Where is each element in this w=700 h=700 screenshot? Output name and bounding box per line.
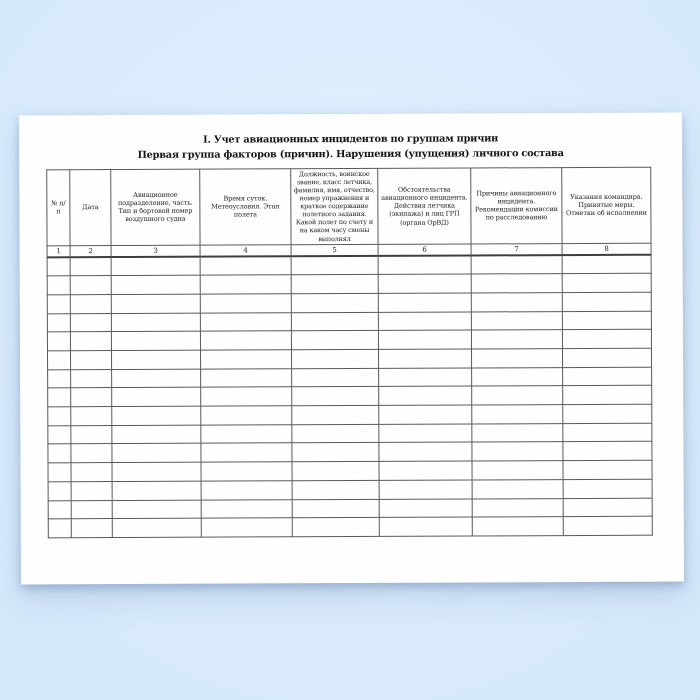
- table-cell: [471, 274, 562, 293]
- table-cell: [71, 425, 112, 444]
- table-cell: [112, 518, 201, 537]
- table-cell: [71, 407, 112, 426]
- table-cell: [70, 276, 111, 295]
- table-cell: [47, 276, 70, 295]
- table-cell: [472, 461, 563, 480]
- table-cell: [291, 275, 378, 294]
- table-cell: [472, 479, 563, 498]
- table-cell: [200, 331, 291, 350]
- table-cell: [111, 331, 200, 350]
- table-cell: [201, 499, 292, 518]
- table-cell: [472, 367, 563, 386]
- table-cell: [112, 481, 201, 500]
- table-cell: [472, 386, 563, 405]
- table-cell: [70, 294, 111, 313]
- table-cell: [562, 311, 651, 330]
- table-cell: [70, 257, 111, 276]
- document-title: [19, 132, 682, 164]
- table-cell: [71, 388, 112, 407]
- table-cell: [71, 351, 112, 370]
- table-cell: [291, 293, 378, 312]
- table-cell: [70, 332, 111, 351]
- table-cell: [48, 407, 71, 426]
- table-cell: [379, 386, 472, 405]
- table-cell: [378, 312, 471, 331]
- table-cell: [472, 405, 563, 424]
- colnum-4: 4: [200, 244, 291, 256]
- col-header-causes-recommendations: Причины авиационного инцидента. Рекомендации комиссии по расследованию: [471, 168, 562, 244]
- table-cell: [563, 367, 652, 386]
- table-cell: [48, 519, 71, 538]
- table-cell: [378, 330, 471, 349]
- table-cell: [291, 256, 378, 275]
- table-cell: [111, 257, 200, 276]
- table-cell: [292, 480, 379, 499]
- table-cell: [200, 256, 291, 275]
- table-cell: [472, 498, 563, 517]
- table-cell: [292, 405, 379, 424]
- table-cell: [112, 388, 201, 407]
- table-cell: [111, 313, 200, 332]
- col-header-commander-orders: Указания командира. Принятые меры. Отметки об исполнении: [562, 167, 651, 243]
- colnum-8: 8: [562, 243, 651, 255]
- table-cell: [472, 349, 563, 368]
- col-header-date: Дата: [70, 170, 111, 246]
- table-cell: [201, 406, 292, 425]
- table-cell: [563, 516, 652, 535]
- table-cell: [201, 368, 292, 387]
- table-cell: [563, 404, 652, 423]
- table-header-row: [47, 167, 651, 245]
- table-cell: [379, 517, 472, 536]
- table-cell: [292, 349, 379, 368]
- table-cell: [472, 423, 563, 442]
- table-cell: [201, 518, 292, 537]
- table-cell: [47, 257, 70, 276]
- table-cell: [292, 499, 379, 518]
- table-cell: [379, 368, 472, 387]
- table-cell: [112, 406, 201, 425]
- table-cell: [562, 273, 651, 292]
- col-header-rownum: № п/п: [47, 170, 70, 246]
- table-cell: [48, 500, 71, 519]
- table-cell: [47, 313, 70, 332]
- col-header-circumstances: Обстоятельства авиационного инцидента. Действия летчика (экипажа) и лиц ГРП (органа ОрВД): [378, 168, 471, 244]
- table-cell: [48, 444, 71, 463]
- table-cell: [71, 519, 112, 538]
- incidents-table: [46, 167, 653, 539]
- table-cell: [292, 462, 379, 481]
- table-cell: [472, 517, 563, 536]
- table-cell: [201, 350, 292, 369]
- table-cell: [112, 350, 201, 369]
- table-cell: [112, 500, 201, 519]
- table-cell: [48, 351, 71, 370]
- table-cell: [201, 425, 292, 444]
- table-cell: [292, 443, 379, 462]
- table-cell: [292, 387, 379, 406]
- table-cell: [70, 313, 111, 332]
- table-cell: [562, 292, 651, 311]
- table-cell: [48, 388, 71, 407]
- document-title-line2: Первая группа факторов (причин). Нарушения (упущения) личного состава: [137, 147, 564, 161]
- table-cell: [200, 312, 291, 331]
- table-cell: [48, 425, 71, 444]
- table-cell: [563, 386, 652, 405]
- table-cell: [112, 462, 201, 481]
- colnum-1: 1: [47, 245, 70, 257]
- colnum-2: 2: [70, 245, 111, 257]
- col-header-time-weather-phase: Время суток. Метеоусловия. Этап полета: [200, 169, 291, 245]
- table-cell: [111, 275, 200, 294]
- table-row: [48, 516, 652, 537]
- table-cell: [201, 387, 292, 406]
- table-cell: [562, 255, 651, 274]
- table-cell: [71, 369, 112, 388]
- table-cell: [378, 256, 471, 275]
- table-cell: [201, 481, 292, 500]
- colnum-5: 5: [291, 244, 378, 256]
- table-cell: [563, 498, 652, 517]
- colnum-7: 7: [471, 243, 562, 255]
- table-cell: [472, 442, 563, 461]
- table-cell: [563, 479, 652, 498]
- table-cell: [562, 330, 651, 349]
- table-cell: [379, 461, 472, 480]
- table-cell: [48, 369, 71, 388]
- table-cell: [379, 405, 472, 424]
- table-cell: [379, 480, 472, 499]
- table-cell: [563, 348, 652, 367]
- table-cell: [292, 368, 379, 387]
- table-cell: [292, 424, 379, 443]
- table-cell: [48, 482, 71, 501]
- document-title-line1: I. Учет авиационных инцидентов по группам причин: [203, 133, 499, 146]
- table-cell: [201, 462, 292, 481]
- table-cell: [471, 330, 562, 349]
- table-body: [47, 255, 652, 538]
- table-cell: [71, 481, 112, 500]
- table-cell: [47, 332, 70, 351]
- table-cell: [471, 311, 562, 330]
- table-cell: [378, 274, 471, 293]
- table-cell: [471, 255, 562, 274]
- table-cell: [111, 294, 200, 313]
- table-cell: [47, 295, 70, 314]
- table-cell: [563, 423, 652, 442]
- table-cell: [48, 463, 71, 482]
- table-cell: [378, 293, 471, 312]
- col-header-pilot-mission: Должность, воинское звание, класс летчика, фамилия, имя, отчество, номер упражнения и краткое содержание полетного задания. Какой полет по счету и на каком часу смены выполнял: [291, 168, 378, 244]
- table-cell: [200, 275, 291, 294]
- table-cell: [379, 498, 472, 517]
- table-cell: [201, 443, 292, 462]
- table-cell: [379, 442, 472, 461]
- col-header-unit-aircraft: Авиационное подразделение, часть. Тип и бортовой номер воздушного судна: [111, 169, 200, 245]
- table-cell: [112, 425, 201, 444]
- table-cell: [292, 518, 379, 537]
- table-cell: [112, 369, 201, 388]
- table-cell: [112, 444, 201, 463]
- document-page: [19, 113, 684, 585]
- table-cell: [71, 463, 112, 482]
- table-cell: [291, 331, 378, 350]
- table-cell: [71, 500, 112, 519]
- colnum-3: 3: [111, 245, 200, 257]
- table-cell: [200, 294, 291, 313]
- table-cell: [471, 293, 562, 312]
- colnum-6: 6: [378, 244, 471, 256]
- table-cell: [291, 312, 378, 331]
- table-cell: [563, 442, 652, 461]
- table-cell: [379, 349, 472, 368]
- table-cell: [379, 424, 472, 443]
- table-cell: [563, 460, 652, 479]
- table-cell: [71, 444, 112, 463]
